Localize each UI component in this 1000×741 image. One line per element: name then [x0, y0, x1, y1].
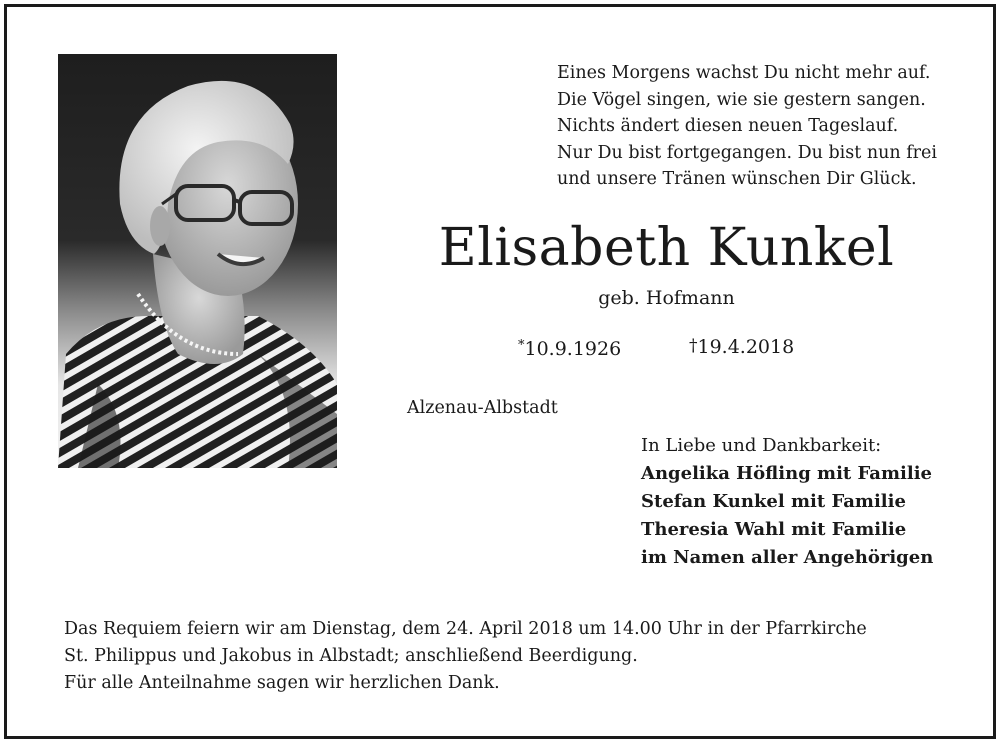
requiem-announcement — [64, 616, 867, 697]
death-date: 19.4.2018 — [697, 336, 795, 358]
mourners-block — [641, 432, 933, 572]
mourner-line: Theresia Wahl mit Familie — [641, 519, 907, 540]
closing-line: St. Philippus und Jakobus in Albstadt; anschließend Beerdigung. — [64, 646, 638, 666]
poem-line: Nichts ändert diesen neuen Tageslauf. — [557, 116, 899, 136]
poem-line: Die Vögel singen, wie sie gestern sangen. — [557, 89, 926, 110]
deceased-name: Elisabeth Kunkel — [438, 218, 895, 278]
birth-date-line — [518, 333, 621, 362]
maiden-name: geb. Hofmann — [598, 287, 735, 309]
death-cross-icon: † — [689, 336, 698, 356]
poem-line: Eines Morgens wachst Du nicht mehr auf. — [557, 63, 931, 83]
poem-line: Nur Du bist fortgegangen. Du bist nun frei — [557, 142, 937, 163]
mourner-line: Stefan Kunkel mit Familie — [641, 491, 906, 512]
closing-line: Für alle Anteilnahme sagen wir herzlichen Dank. — [64, 673, 500, 693]
death-date-line — [689, 333, 794, 360]
mourner-line: im Namen aller Angehörigen — [641, 547, 934, 568]
birth-date: 10.9.1926 — [524, 338, 622, 360]
birth-star-icon: * — [518, 338, 525, 353]
place-of-residence: Alzenau-Albstadt — [407, 398, 558, 418]
mourners-intro: In Liebe und Dankbarkeit: — [641, 435, 882, 456]
memorial-poem — [557, 60, 937, 193]
closing-line: Das Requiem feiern wir am Dienstag, dem 24. April 2018 um 14.00 Uhr in der Pfarrkirche — [64, 619, 867, 639]
poem-line: und unsere Tränen wünschen Dir Glück. — [557, 169, 917, 189]
mourner-line: Angelika Höfling mit Familie — [641, 463, 932, 484]
